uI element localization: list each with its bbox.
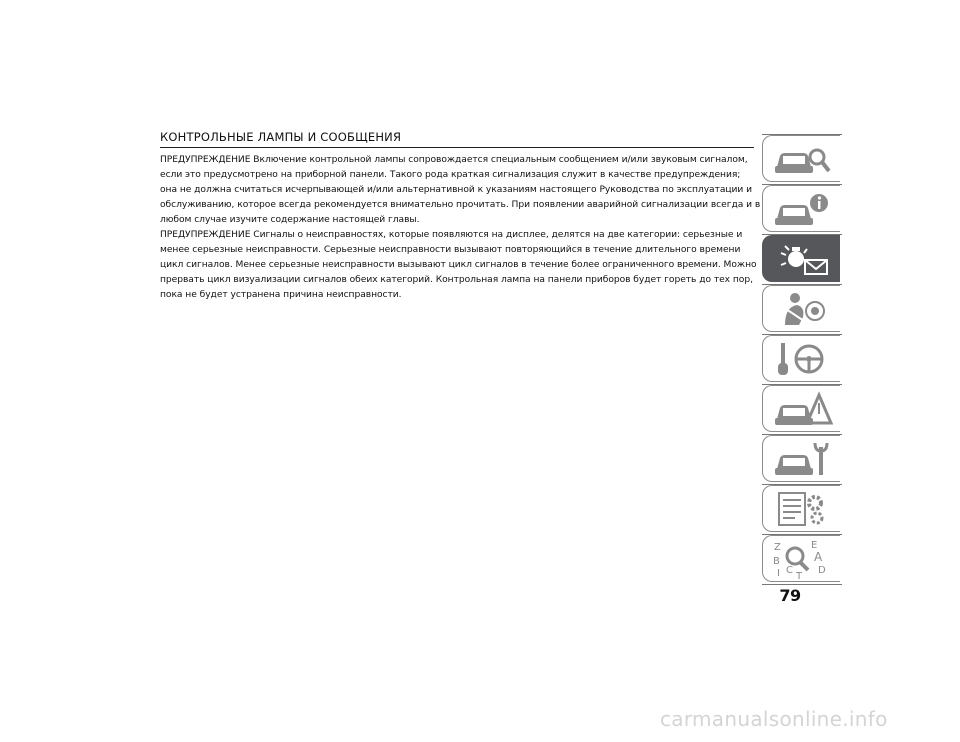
index-letter: D [818, 565, 826, 576]
paragraph-line: прервать цикл визуализации сигналов обеих категорий. Контрольная лампа на панели приборов будет гореть до тех пор, [160, 274, 753, 285]
tab-divider [762, 584, 842, 585]
index-letter: E [811, 540, 818, 551]
paragraph-line: любом случае изучите содержание настоящей главы. [160, 214, 420, 225]
page-number: 79 [779, 586, 801, 605]
key-steering-wheel-icon [771, 339, 833, 379]
section-heading: КОНТРОЛЬНЫЕ ЛАМПЫ И СООБЩЕНИЯ [160, 131, 754, 148]
tab-warning-lights[interactable] [762, 235, 840, 282]
paragraph-line: пока не будет устранена причина неисправности. [160, 289, 402, 300]
tab-car-info[interactable] [762, 185, 840, 232]
paragraph-line: она не должна считаться исчерпывающей и/или альтернативной к указаниям настоящего Руководства по эксплуатации и [160, 184, 753, 195]
paragraph-line: если это предусмотрено на приборной панели. Такого рода краткая сигнализация служит в качестве предупреждения; [160, 169, 741, 180]
car-warning-triangle-icon [771, 389, 833, 429]
index-letter: C [786, 565, 793, 576]
warning-light-message-icon [771, 239, 833, 279]
tab-car-search[interactable] [762, 135, 840, 182]
paragraph-line: ПРЕДУПРЕЖДЕНИЕ Включение контрольной лампы сопровождается специальным сообщением и/или звуковым сигналом, [160, 155, 748, 165]
car-wrench-icon [771, 439, 833, 479]
index-letter: A [814, 550, 823, 564]
tab-safety[interactable] [762, 285, 840, 332]
index-letter: B [773, 556, 780, 567]
technical-data-gear-icon [771, 489, 833, 529]
index-letter: Z [774, 542, 781, 553]
tab-starting-driving[interactable] [762, 335, 840, 382]
paragraph-line: цикл сигналов. Менее серьезные неисправности вызывают цикл сигналов в течение более ограниченного времени. Можно [160, 259, 757, 270]
paragraph-line: ПРЕДУПРЕЖДЕНИЕ Сигналы о неисправностях, которые появляются на дисплее, делятся на две категории: серьезные и [160, 230, 743, 240]
warning-paragraph-2 [160, 228, 757, 303]
watermark-text: carmanualsonline.info [660, 707, 888, 731]
warning-paragraph-1 [160, 153, 761, 228]
tab-emergency[interactable] [762, 385, 840, 432]
index-letter: I [777, 568, 780, 579]
paragraph-line: обслуживанию, которое всегда рекомендуется внимательно прочитать. При появлении аварийной сигнализации всегда и в [160, 199, 761, 210]
index-letter: T [796, 571, 803, 579]
tab-technical-data[interactable] [762, 485, 840, 532]
airbag-person-icon [771, 289, 833, 329]
tab-index[interactable] [762, 535, 840, 582]
car-info-icon [771, 189, 833, 229]
alphabetical-index-icon [771, 539, 833, 579]
tab-maintenance[interactable] [762, 435, 840, 482]
paragraph-line: менее серьезные неисправности. Серьезные неисправности вызывают повторяющийся в течение длительного времени [160, 244, 741, 255]
car-search-icon [771, 139, 833, 179]
